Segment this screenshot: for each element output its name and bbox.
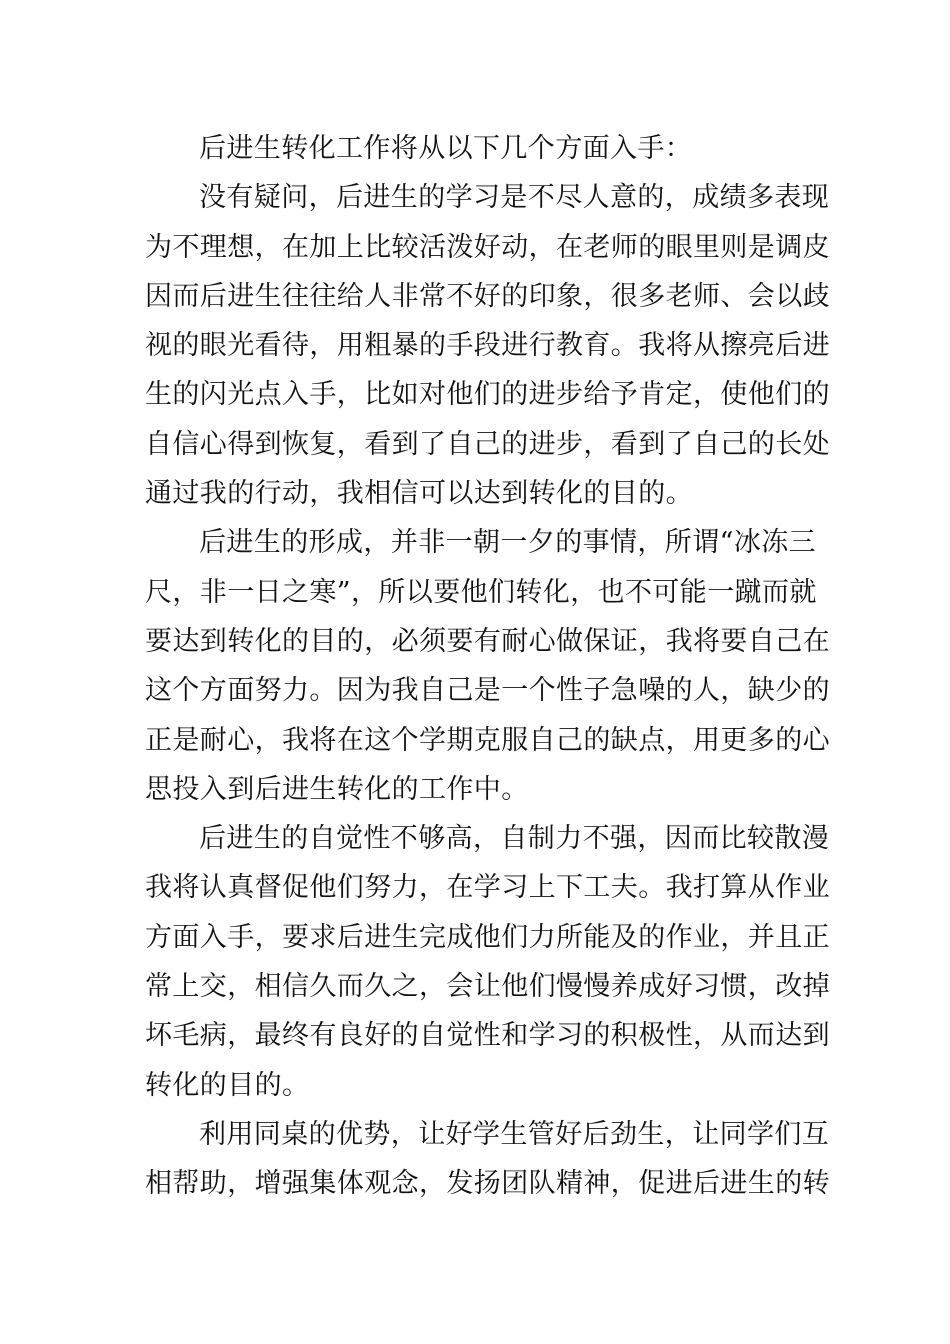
- paragraph-line: 为不理想，在加上比较活泼好动，在老师的眼里则是调皮: [145, 231, 830, 263]
- paragraph-line: 转化的目的。: [145, 1069, 310, 1101]
- paragraph-line: 常上交，相信久而久之，会让他们慢慢养成好习惯，改掉: [145, 971, 830, 1003]
- document-body: [145, 124, 830, 1209]
- paragraph-line: 没有疑问，后进生的学习是不尽人意的，成绩多表现: [199, 182, 830, 214]
- paragraph-line: 后进生的形成，并非一朝一夕的事情，所谓“冰冻三: [199, 527, 817, 559]
- paragraph-line: 视的眼光看待，用粗暴的手段进行教育。我将从擦亮后进: [145, 330, 830, 362]
- paragraph-line: 我将认真督促他们努力，在学习上下工夫。我打算从作业: [145, 872, 830, 904]
- paragraph-line: 正是耐心，我将在这个学期克服自己的缺点，用更多的心: [145, 724, 830, 756]
- paragraph-line: 自信心得到恢复，看到了自己的进步，看到了自己的长处: [145, 428, 830, 460]
- paragraph-line: 后进生转化工作将从以下几个方面入手：: [199, 133, 693, 164]
- paragraph-intro: [145, 124, 807, 173]
- paragraph-line: 要达到转化的目的，必须要有耐心做保证，我将要自己在: [145, 625, 830, 657]
- paragraph-line: 尺，非一日之寒”，所以要他们转化，也不可能一蹴而就: [145, 576, 817, 608]
- paragraph-line: 坏毛病，最终有良好的自觉性和学习的积极性，从而达到: [145, 1020, 830, 1052]
- paragraph-line: 相帮助，增强集体观念，发扬团队精神，促进后进生的转: [145, 1168, 830, 1200]
- paragraph-deskmate: [145, 1110, 830, 1209]
- paragraph-patience: [145, 518, 830, 814]
- paragraph-line: 思投入到后进生转化的工作中。: [145, 773, 529, 805]
- paragraph-academic-performance: [145, 173, 830, 518]
- paragraph-line: 因而后进生往往给人非常不好的印象，很多老师、会以歧: [145, 280, 830, 312]
- paragraph-self-discipline: [145, 814, 830, 1110]
- paragraph-line: 这个方面努力。因为我自己是一个性子急噪的人，缺少的: [145, 675, 830, 707]
- paragraph-line: 后进生的自觉性不够高，自制力不强，因而比较散漫: [199, 823, 830, 855]
- paragraph-line: 生的闪光点入手，比如对他们的进步给予肯定，使他们的: [145, 379, 830, 411]
- paragraph-line: 方面入手，要求后进生完成他们力所能及的作业，并且正: [145, 921, 830, 953]
- paragraph-line: 通过我的行动，我相信可以达到转化的目的。: [145, 478, 693, 510]
- paragraph-line: 利用同桌的优势，让好学生管好后劲生，让同学们互: [199, 1118, 830, 1150]
